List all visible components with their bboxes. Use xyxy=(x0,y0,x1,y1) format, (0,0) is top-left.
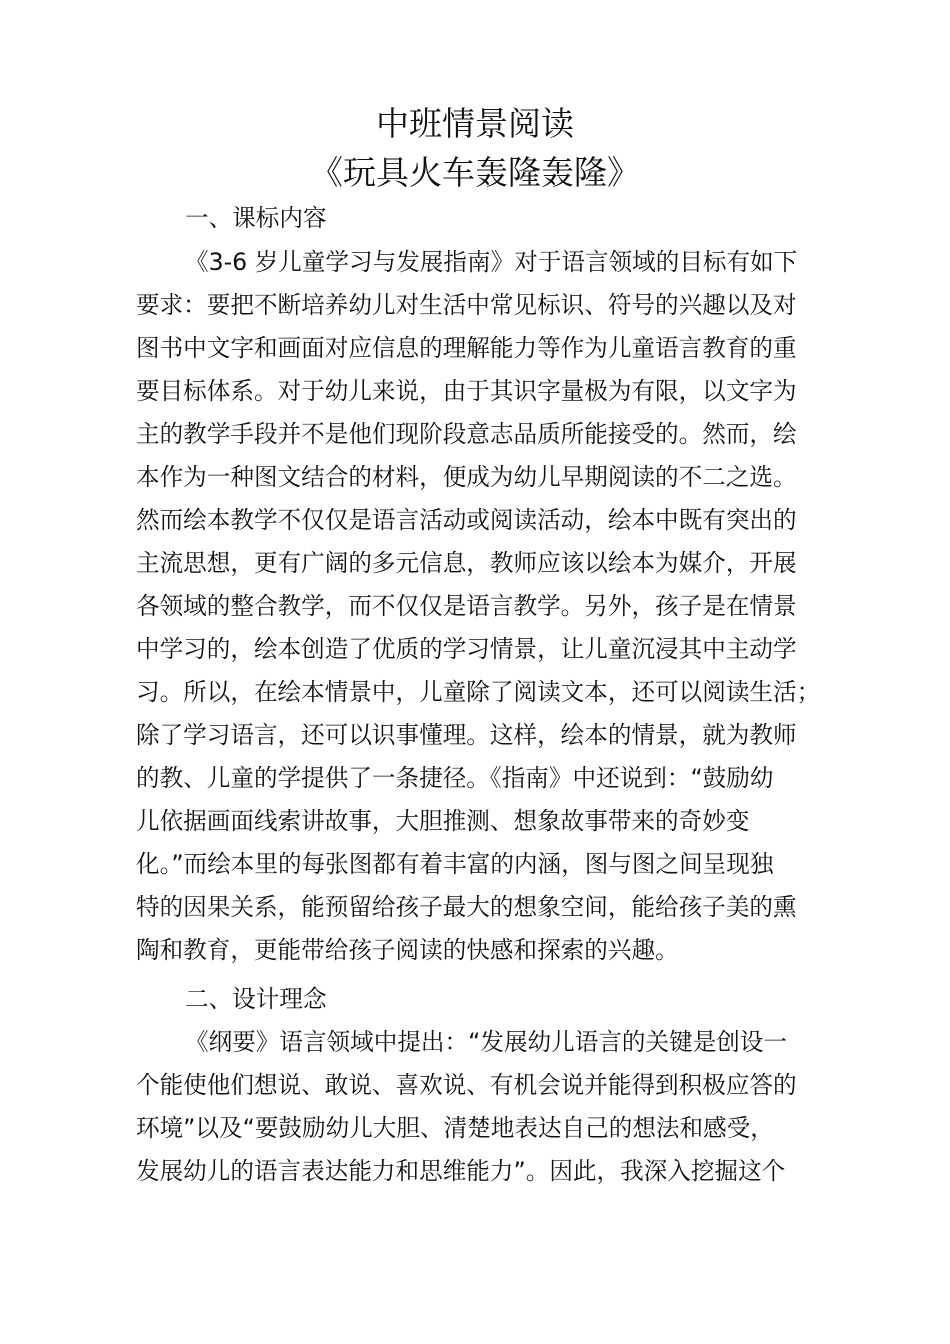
text-line: 除了学习语言，还可以识事懂理。这样，绘本的情景，就为教师 xyxy=(136,721,797,749)
text-line: 本作为一种图文结合的材料，便成为幼儿早期阅读的不二之选。 xyxy=(136,463,797,491)
text-line: 主流思想，更有广阔的多元信息，教师应该以绘本为媒介，开展 xyxy=(136,549,797,577)
text-line: 图书中文字和画面对应信息的理解能力等作为儿童语言教育的重 xyxy=(136,334,797,362)
text-line: 的教、儿童的学提供了一条捷径。《指南》中还说到：“鼓励幼 xyxy=(136,764,774,792)
document-title: 中班情景阅读 xyxy=(376,104,574,143)
text-line: 个能使他们想说、敢说、喜欢说、有机会说并能得到积极应答的 xyxy=(136,1071,797,1099)
text-line: 各领域的整合教学，而不仅仅是语言教学。另外，孩子是在情景 xyxy=(136,592,797,620)
text-line: 《纲要》语言领域中提出：“发展幼儿语言的关键是创设一 xyxy=(185,1028,788,1056)
text-line: 化。”而绘本里的每张图都有着丰富的内涵，图与图之间呈现独 xyxy=(136,850,774,878)
text-line: 然而绘本教学不仅仅是语言活动或阅读活动，绘本中既有突出的 xyxy=(136,506,797,534)
section-heading-curriculum: 一、课标内容 xyxy=(185,204,327,232)
document-subtitle: 《玩具火车轰隆轰隆》 xyxy=(310,153,640,192)
text-line: 主的教学手段并不是他们现阶段意志品质所能接受的。然而，绘 xyxy=(136,420,797,448)
paragraph-design-concept xyxy=(136,1021,824,1193)
text-line: 习。所以，在绘本情景中，儿童除了阅读文本，还可以阅读生活； xyxy=(136,678,821,706)
text-line: 环境”以及“要鼓励幼儿大胆、清楚地表达自己的想法和感受， xyxy=(136,1114,774,1142)
text-line: 中学习的，绘本创造了优质的学习情景，让儿童沉浸其中主动学 xyxy=(136,635,797,663)
section-heading-design-concept: 二、设计理念 xyxy=(185,985,327,1013)
text-line: 《3-6 岁儿童学习与发展指南》对于语言领域的目标有如下 xyxy=(185,248,798,276)
text-line: 特的因果关系，能预留给孩子最大的想象空间，能给孩子美的熏 xyxy=(136,893,797,921)
text-line: 要求：要把不断培养幼儿对生活中常见标识、符号的兴趣以及对 xyxy=(136,291,797,319)
text-line: 儿依据画面线索讲故事，大胆推测、想象故事带来的奇妙变 xyxy=(136,807,750,835)
text-line: 陶和教育，更能带给孩子阅读的快感和探索的兴趣。 xyxy=(136,936,679,964)
text-line: 要目标体系。对于幼儿来说，由于其识字量极为有限，以文字为 xyxy=(136,377,797,405)
paragraph-curriculum xyxy=(136,241,824,972)
text-line: 发展幼儿的语言表达能力和思维能力”。因此，我深入挖掘这个 xyxy=(136,1157,786,1185)
